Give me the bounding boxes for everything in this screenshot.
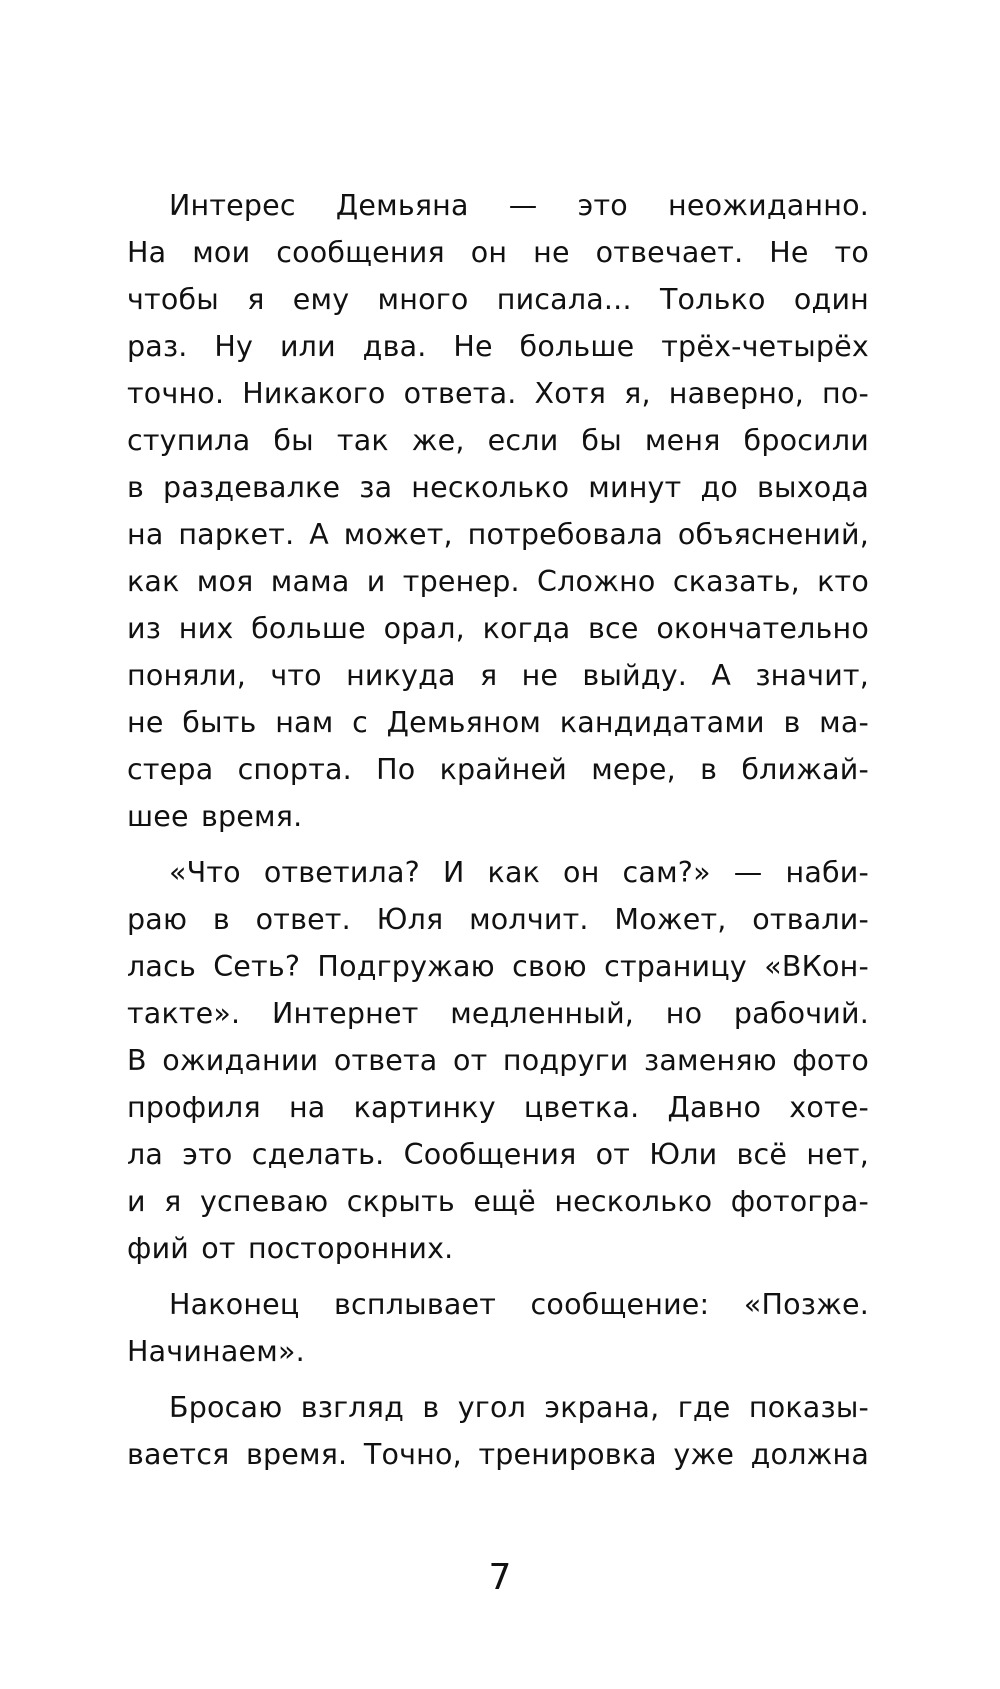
text-line: стера спорта. По крайней мере, в ближай-	[127, 753, 869, 786]
text-line: в раздевалке за несколько минут до выхода	[127, 471, 869, 504]
text-line: На мои сообщения он не отвечает. Не то	[127, 236, 869, 269]
text-line: «Что ответила? И как он сам?» — наби-	[169, 856, 869, 889]
body-text	[127, 182, 869, 1487]
paragraph-3	[127, 1281, 869, 1375]
text-line: поняли, что никуда я не выйду. А значит,	[127, 659, 869, 692]
text-line: фий от посторонних.	[127, 1232, 454, 1265]
text-line: Бросаю взгляд в угол экрана, где показы-	[169, 1391, 869, 1424]
text-line: точно. Никакого ответа. Хотя я, наверно, по-	[127, 377, 869, 410]
text-line: такте». Интернет медленный, но рабочий.	[127, 997, 869, 1030]
paragraph-1	[127, 182, 869, 840]
text-line: раю в ответ. Юля молчит. Может, отвали-	[127, 903, 869, 936]
text-line: В ожидании ответа от подруги заменяю фото	[127, 1044, 869, 1077]
paragraph-4	[127, 1384, 869, 1478]
text-line: как моя мама и тренер. Сложно сказать, кто	[127, 565, 869, 598]
text-line: лась Сеть? Подгружаю свою страницу «ВКон-	[127, 950, 869, 983]
page-number: 7	[488, 1557, 512, 1598]
text-line: профиля на картинку цветка. Давно хоте-	[127, 1091, 869, 1124]
text-line: на паркет. А может, потребовала объяснений,	[127, 518, 869, 551]
text-line: раз. Ну или два. Не больше трёх-четырёх	[127, 330, 869, 363]
text-line: и я успеваю скрыть ещё несколько фотогра-	[127, 1185, 869, 1218]
text-line: шее время.	[127, 800, 303, 833]
text-line: чтобы я ему много писала... Только один	[127, 283, 869, 316]
text-line: вается время. Точно, тренировка уже должна	[127, 1438, 869, 1471]
text-line: не быть нам с Демьяном кандидатами в ма-	[127, 706, 869, 739]
text-line: Начинаем».	[127, 1335, 305, 1368]
paragraph-2	[127, 849, 869, 1272]
text-line: Наконец всплывает сообщение: «Позже.	[169, 1288, 869, 1321]
text-line: ла это сделать. Сообщения от Юли всё нет,	[127, 1138, 869, 1171]
text-line: из них больше орал, когда все окончательно	[127, 612, 869, 645]
text-line: ступила бы так же, если бы меня бросили	[127, 424, 869, 457]
text-line: Интерес Демьяна — это неожиданно.	[169, 189, 869, 222]
